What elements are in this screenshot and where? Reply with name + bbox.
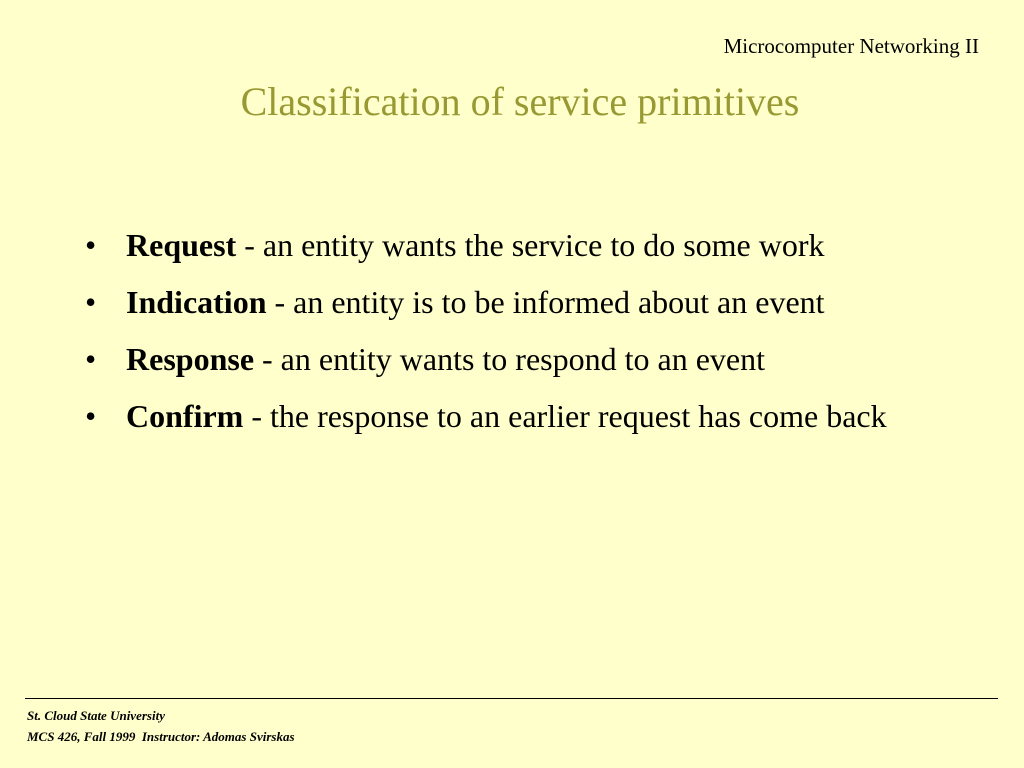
bullet-item-request: [85, 222, 945, 269]
slide-title: Classification of service primitives: [240, 79, 800, 124]
bullet-item-indication: [85, 279, 945, 326]
bullet-icon: •: [85, 227, 97, 263]
bullet-list: [85, 222, 945, 450]
bullet-description: - the response to an earlier request has come back: [243, 398, 887, 434]
bullet-term: Request: [126, 227, 237, 263]
course-header: Microcomputer Networking II: [723, 34, 979, 58]
bullet-icon: •: [85, 398, 97, 434]
bullet-item-confirm: [85, 393, 945, 440]
bullet-icon: •: [85, 341, 97, 377]
footer-divider: [25, 698, 998, 699]
bullet-item-response: [85, 336, 945, 383]
bullet-description: - an entity wants the service to do some work: [236, 227, 825, 263]
bullet-term: Confirm: [126, 398, 244, 434]
footer-university: St. Cloud State University: [27, 708, 165, 723]
bullet-icon: •: [85, 284, 97, 320]
bullet-term: Indication: [126, 284, 267, 320]
bullet-description: - an entity wants to respond to an event: [254, 341, 765, 377]
bullet-description: - an entity is to be informed about an event: [266, 284, 825, 320]
bullet-term: Response: [126, 341, 255, 377]
footer-course-info: MCS 426, Fall 1999 Instructor: Adomas Svirskas: [27, 729, 295, 744]
